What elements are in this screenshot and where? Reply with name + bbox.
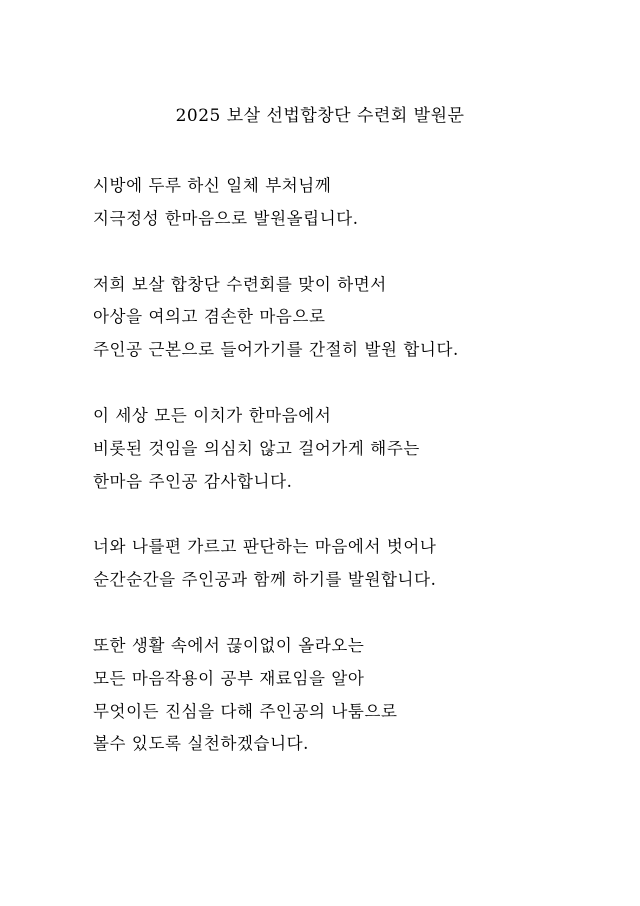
document-body (93, 170, 613, 794)
text-line: 또한 생활 속에서 끊이없이 올라오는 (93, 635, 365, 655)
text-line: 지극정성 한마음으로 발원올립니다. (93, 208, 359, 228)
text-line: 아상을 여의고 겸손한 마음으로 (93, 307, 326, 327)
paragraph-moment-vow (93, 531, 613, 597)
text-line: 이 세상 모든 이치가 한마음에서 (93, 405, 332, 425)
text-line: 무엇이든 진심을 다해 주인공의 나툼으로 (93, 701, 398, 721)
text-line: 저희 보살 합창단 수련회를 맞이 하면서 (93, 274, 387, 294)
text-line: 주인공 근본으로 들어가기를 간절히 발원 합니다. (93, 340, 459, 360)
paragraph-practice-vow (93, 630, 613, 761)
paragraph-gratitude (93, 400, 613, 498)
text-line: 볼수 있도록 실천하겠습니다. (93, 734, 310, 754)
document-title: 2025 보살 선법합창단 수련회 발원문 (175, 106, 465, 126)
paragraph-retreat-vow (93, 269, 613, 367)
text-line: 시방에 두루 하신 일체 부처님께 (93, 176, 332, 195)
text-line: 너와 나를편 가르고 판단하는 마음에서 벗어나 (93, 537, 437, 557)
text-line: 모든 마음작용이 공부 재료임을 알아 (93, 668, 365, 688)
text-line: 순간순간을 주인공과 함께 하기를 발원합니다. (93, 570, 437, 590)
text-line: 한마음 주인공 감사합니다. (93, 471, 293, 491)
text-line: 비롯된 것임을 의심치 않고 걸어가게 해주는 (93, 438, 420, 458)
paragraph-invocation (93, 170, 613, 236)
